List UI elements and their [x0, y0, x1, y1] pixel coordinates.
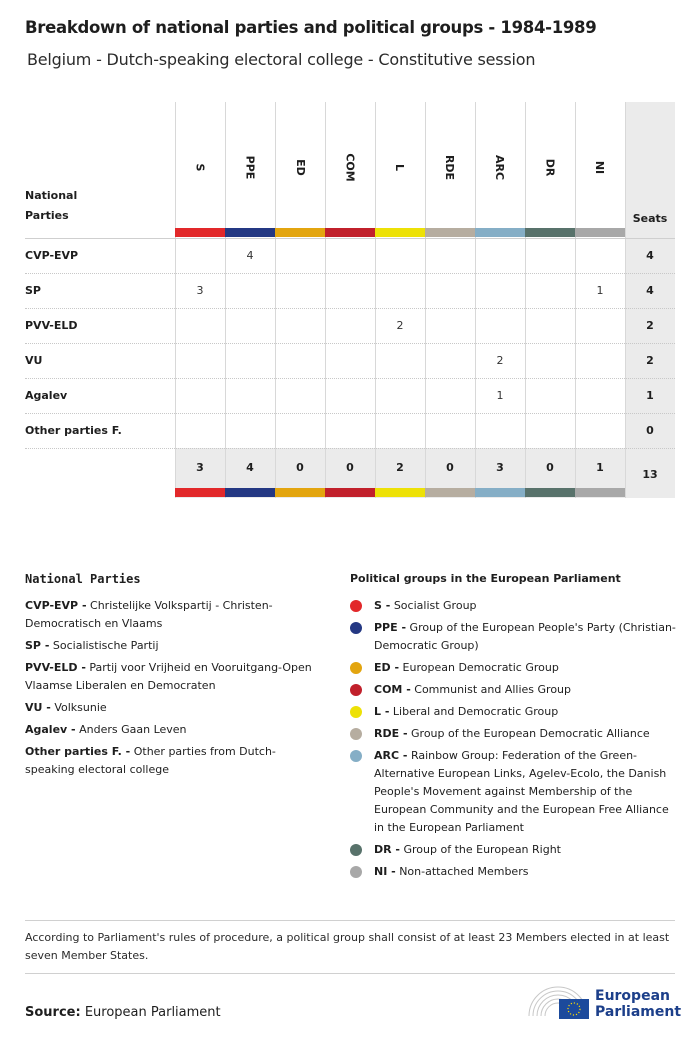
row-seats-total: 2 [646, 354, 654, 367]
seat-cell [375, 238, 425, 273]
seat-cell [175, 343, 225, 378]
total-cell: 0 [446, 461, 454, 474]
party-legend-code: CVP-EVP - [25, 599, 87, 612]
seat-cell [425, 308, 475, 343]
total-cell: 2 [396, 461, 404, 474]
group-legend-code: ED - [374, 661, 400, 674]
european-parliament-logo [525, 984, 682, 1024]
group-color-bar-bottom [525, 488, 575, 497]
group-legend-item [350, 725, 680, 743]
group-legend-item [350, 863, 680, 881]
grand-total-seats: 13 [642, 468, 658, 481]
column-header-arc [475, 122, 525, 212]
group-color-dot-icon [350, 684, 362, 696]
group-color-dot-icon [350, 844, 362, 856]
group-legend-name: Communist and Allies Group [414, 683, 572, 696]
row-header-line-1: National [25, 189, 78, 202]
party-row-label: Agalev [25, 389, 68, 402]
chart-title: Breakdown of national parties and political groups - 1984-1989 [25, 18, 597, 37]
column-header-label: ARC [493, 154, 507, 180]
group-color-bar-bottom [475, 488, 525, 497]
group-legend-name: Group of the European People's Party (Christian-Democratic Group) [374, 621, 676, 652]
seat-cell [575, 238, 625, 273]
column-header-l [375, 122, 425, 212]
seats-header: Seats [632, 212, 668, 225]
group-legend-code: ARC - [374, 749, 408, 762]
seat-cell [575, 378, 625, 413]
total-cell: 0 [346, 461, 354, 474]
group-color-bar-bottom [275, 488, 325, 497]
seat-cell [275, 378, 325, 413]
seat-cell [425, 343, 475, 378]
group-legend-code: PPE - [374, 621, 407, 634]
total-cell: 0 [546, 461, 554, 474]
groups-legend-title: Political groups in the European Parliament [350, 572, 621, 585]
group-color-bar-bottom [325, 488, 375, 497]
seat-cell [525, 308, 575, 343]
source-value: European Parliament [84, 1005, 221, 1020]
group-color-bar-bottom [375, 488, 425, 497]
group-color-bar-top [275, 228, 325, 237]
seat-cell [425, 238, 475, 273]
footer-divider-bottom [25, 973, 675, 974]
seat-cell [325, 238, 375, 273]
seat-cell: 1 [496, 389, 504, 402]
seat-cell [525, 378, 575, 413]
party-legend-item [25, 597, 325, 633]
group-legend-code: RDE - [374, 727, 408, 740]
seat-cell [325, 413, 375, 448]
logo-line-2: Parliament [595, 1004, 682, 1020]
row-seats-total: 0 [646, 424, 654, 437]
group-color-bar-bottom [225, 488, 275, 497]
seat-cell [375, 273, 425, 308]
group-legend-code: L - [374, 705, 390, 718]
group-legend-item [350, 747, 680, 837]
seat-cell [425, 413, 475, 448]
total-cell: 0 [296, 461, 304, 474]
total-cell: 3 [496, 461, 504, 474]
party-legend-item [25, 743, 325, 779]
seat-cell [225, 343, 275, 378]
group-legend-name: Socialist Group [393, 599, 477, 612]
party-row-label: PVV-ELD [25, 319, 78, 332]
group-color-dot-icon [350, 728, 362, 740]
seat-cell: 2 [396, 319, 404, 332]
group-color-bar-top [475, 228, 525, 237]
party-row-label: Other parties F. [25, 424, 122, 437]
group-legend-name: Group of the European Democratic Alliance [411, 727, 650, 740]
seat-cell [275, 238, 325, 273]
column-header-label: RDE [443, 154, 457, 180]
seat-cell [275, 343, 325, 378]
seat-cell: 2 [496, 354, 504, 367]
seat-cell [275, 273, 325, 308]
party-legend-code: SP - [25, 639, 50, 652]
group-color-bar-bottom [425, 488, 475, 497]
column-header-label: NI [593, 160, 607, 174]
seat-cell [475, 308, 525, 343]
group-color-dot-icon [350, 866, 362, 878]
group-color-bar-top [575, 228, 625, 237]
seat-cell [225, 413, 275, 448]
group-legend-code: S - [374, 599, 391, 612]
column-header-rde [425, 122, 475, 212]
seat-cell: 1 [596, 284, 604, 297]
seat-cell [175, 378, 225, 413]
group-legend-name: Non-attached Members [399, 865, 529, 878]
seat-cell [425, 378, 475, 413]
column-header-label: DR [543, 158, 557, 176]
group-color-bar-top [525, 228, 575, 237]
group-color-dot-icon [350, 706, 362, 718]
group-color-bar-top [325, 228, 375, 237]
parties-legend-title: National Parties [25, 572, 141, 586]
group-legend-name: Rainbow Group: Federation of the Green-Alternative European Links, Agelev-Ecolo, the Danish People's Movement against Membership of the European Community and the European Free Alliance in the European Parliament [374, 749, 669, 834]
footer-divider-top [25, 920, 675, 921]
column-header-label: L [393, 163, 407, 171]
seat-cell [325, 378, 375, 413]
seat-cell [375, 413, 425, 448]
row-seats-total: 2 [646, 319, 654, 332]
party-legend-name: Anders Gaan Leven [79, 723, 187, 736]
group-legend-item [350, 597, 680, 615]
group-color-dot-icon [350, 622, 362, 634]
column-header-ppe [225, 122, 275, 212]
seat-cell [275, 413, 325, 448]
group-legend-code: NI - [374, 865, 396, 878]
group-color-bar-top [225, 228, 275, 237]
total-cell: 3 [196, 461, 204, 474]
seat-cell: 3 [196, 284, 204, 297]
column-header-ed [275, 122, 325, 212]
party-row-label: SP [25, 284, 41, 297]
seat-cell [475, 273, 525, 308]
group-color-bar-bottom [575, 488, 625, 497]
seat-cell [275, 308, 325, 343]
logo-text [595, 988, 681, 1020]
seat-cell: 4 [246, 249, 254, 262]
seat-cell [225, 273, 275, 308]
seat-cell [175, 308, 225, 343]
group-legend-name: European Democratic Group [402, 661, 559, 674]
seat-cell [225, 308, 275, 343]
party-legend-code: VU - [25, 701, 51, 714]
group-legend-item [350, 619, 680, 655]
row-seats-total: 1 [646, 389, 654, 402]
party-legend-name: Partij voor Vrijheid en Vooruitgang-Open Vlaamse Liberalen en Democraten [25, 661, 312, 692]
party-legend-item [25, 637, 325, 655]
groups-legend [350, 597, 680, 885]
source-line [25, 1005, 221, 1020]
row-header-line-2: Parties [25, 209, 69, 222]
group-legend-code: DR - [374, 843, 400, 856]
group-legend-code: COM - [374, 683, 411, 696]
seat-cell [375, 343, 425, 378]
party-legend-name: Volksunie [54, 701, 107, 714]
group-color-bar-top [175, 228, 225, 237]
seat-cell [425, 273, 475, 308]
european-parliament-logo-icon [525, 984, 591, 1020]
party-legend-item [25, 699, 325, 717]
column-header-label: PPE [243, 155, 257, 179]
group-color-dot-icon [350, 750, 362, 762]
column-header-s [175, 122, 225, 212]
seat-cell [575, 413, 625, 448]
seat-cell [575, 343, 625, 378]
row-seats-total: 4 [646, 284, 654, 297]
group-color-dot-icon [350, 662, 362, 674]
column-header-label: COM [343, 152, 357, 182]
parties-legend [25, 597, 325, 783]
seat-cell [525, 238, 575, 273]
seat-cell [525, 273, 575, 308]
seat-cell [525, 413, 575, 448]
total-cell: 4 [246, 461, 254, 474]
seat-cell [575, 308, 625, 343]
seat-cell [175, 413, 225, 448]
party-row-label: CVP-EVP [25, 249, 79, 262]
group-legend-item [350, 681, 680, 699]
seat-cell [375, 378, 425, 413]
party-legend-name: Christelijke Volkspartij - Christen-Democratisch en Vlaams [25, 599, 273, 630]
column-header-com [325, 122, 375, 212]
party-legend-code: PVV-ELD - [25, 661, 86, 674]
party-legend-name: Other parties from Dutch-speaking electoral college [25, 745, 276, 776]
party-legend-item [25, 659, 325, 695]
group-color-bar-top [375, 228, 425, 237]
seat-cell [525, 343, 575, 378]
column-header-label: S [193, 163, 207, 171]
logo-line-1: European [595, 988, 670, 1004]
seat-cell [225, 378, 275, 413]
column-header-label: ED [293, 158, 307, 176]
seat-cell [325, 343, 375, 378]
column-header-ni [575, 122, 625, 212]
party-legend-code: Other parties F. - [25, 745, 131, 758]
group-legend-name: Group of the European Right [403, 843, 561, 856]
seat-cell [325, 273, 375, 308]
group-legend-name: Liberal and Democratic Group [392, 705, 559, 718]
seat-cell [175, 238, 225, 273]
seat-cell [325, 308, 375, 343]
seat-table [25, 102, 675, 498]
party-legend-item [25, 721, 325, 739]
party-legend-name: Socialistische Partij [52, 639, 159, 652]
group-legend-item [350, 841, 680, 859]
seat-cell [475, 413, 525, 448]
row-seats-total: 4 [646, 249, 654, 262]
group-legend-item [350, 703, 680, 721]
source-label: Source: [25, 1005, 81, 1020]
footnote: According to Parliament's rules of procedure, a political group shall consist of at least 23 Members elected in at least seven Member States. [25, 931, 670, 962]
group-color-bar-bottom [175, 488, 225, 497]
group-color-dot-icon [350, 600, 362, 612]
group-color-bar-top [425, 228, 475, 237]
column-header-dr [525, 122, 575, 212]
group-legend-item [350, 659, 680, 677]
chart-subtitle: Belgium - Dutch-speaking electoral college - Constitutive session [27, 50, 536, 69]
total-cell: 1 [596, 461, 604, 474]
party-row-label: VU [25, 354, 43, 367]
party-legend-code: Agalev - [25, 723, 76, 736]
seat-cell [475, 238, 525, 273]
